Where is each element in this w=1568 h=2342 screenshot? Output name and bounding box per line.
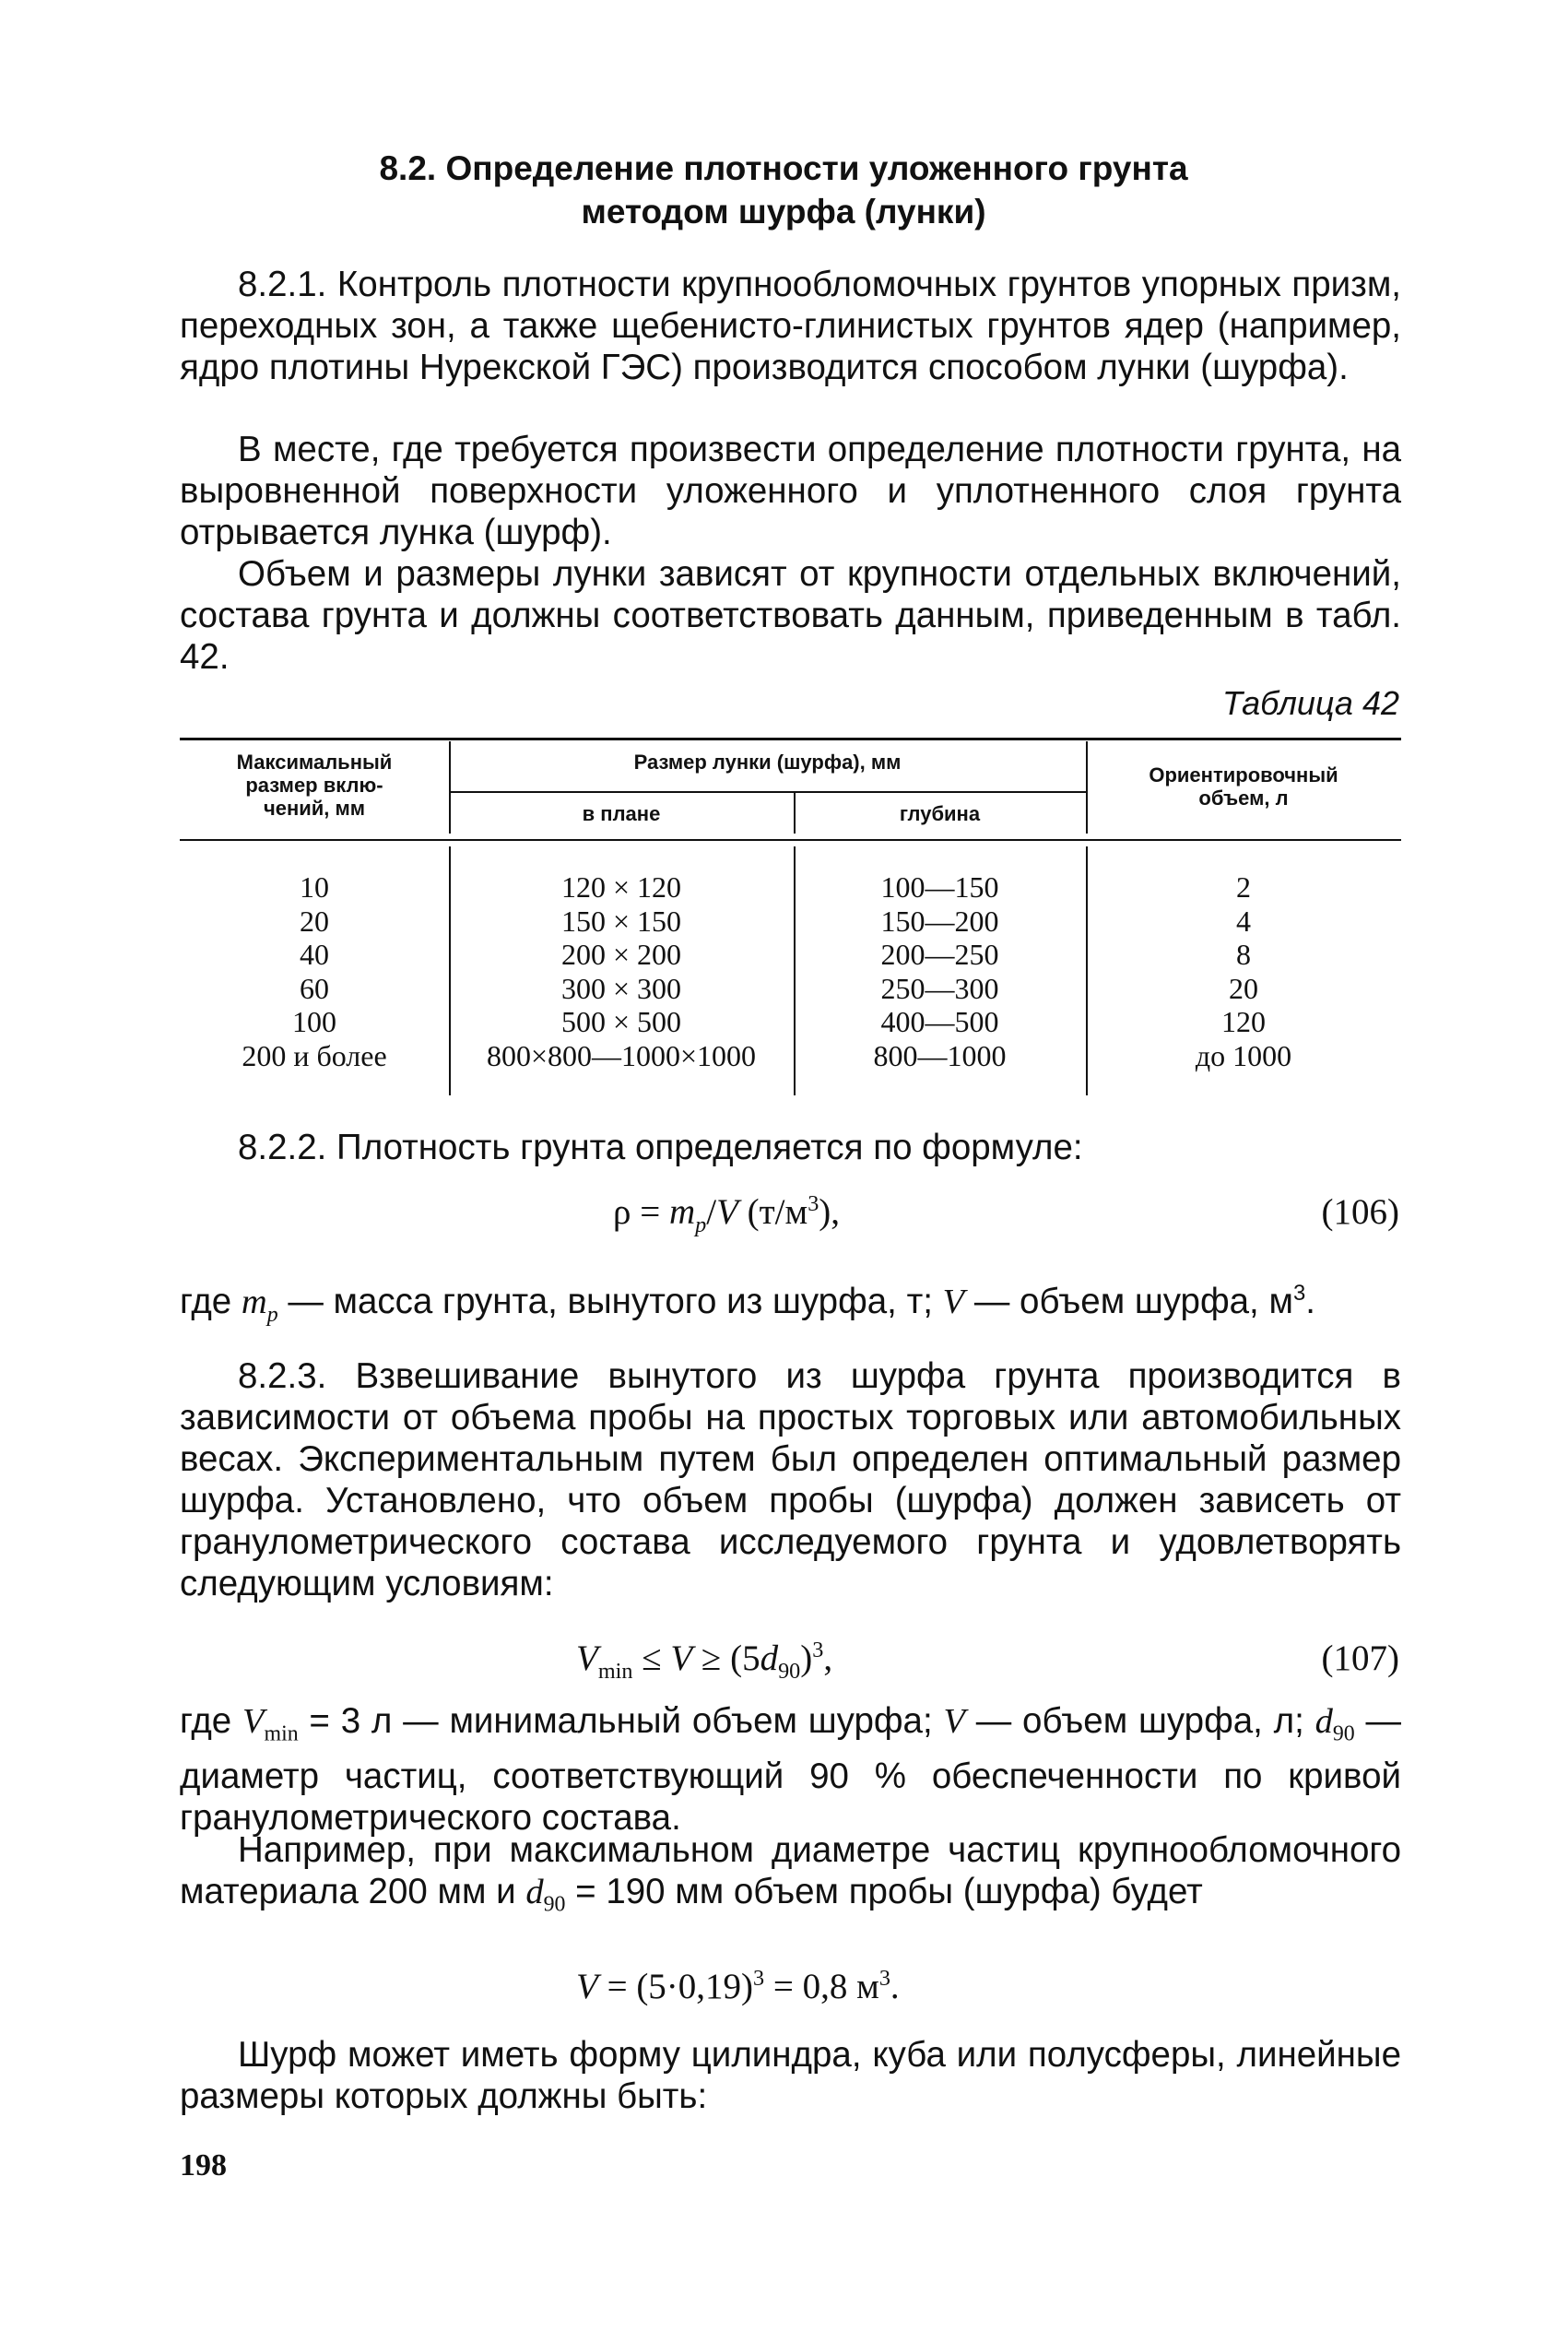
cell-volume: 2	[1236, 870, 1251, 904]
cell-volume: 20	[1229, 971, 1258, 1005]
paragraph-8-2-2	[180, 1127, 1401, 1168]
table-header-rule	[180, 839, 1401, 841]
cell-depth: 200—250	[880, 938, 999, 971]
cell-max: 100	[292, 1005, 336, 1038]
paragraph-pit-shape	[180, 2034, 1401, 2117]
formula-107: $V_{min} \le V \ge (5d_{90})^3$,	[576, 1638, 833, 1684]
column-plan	[449, 870, 794, 1072]
cell-plan: 300 × 300	[560, 971, 682, 1005]
cell-plan: 200 × 200	[560, 938, 682, 971]
cell-volume: 4	[1236, 904, 1251, 938]
paragraph-pit-volume-text: Объем и размеры лунки зависят от крупности отдельных включений, состава грунта и должны соответствовать данным, приведенным в табл. 42.	[180, 554, 1401, 677]
column-max-size	[180, 870, 449, 1072]
paragraph-example: Например, при максимальном диаметре частиц крупнообломочного материала 200 мм и $d_{90} = 190$ мм объем пробы (шурфа) будет	[180, 1830, 1401, 1917]
cell-max: 40	[300, 938, 329, 971]
equation-number-106: (106)	[1321, 1192, 1399, 1232]
formula-example: $V = (5\cdot 0,19)^3 = 0,8$ $м^3$.	[576, 1966, 900, 2006]
cell-plan: 800×800—1000×1000	[486, 1038, 757, 1072]
cell-plan: 120 × 120	[560, 870, 682, 904]
cell-volume: 120	[1221, 1005, 1266, 1038]
header-max-size-line-1: Максимальный	[236, 751, 393, 774]
paragraph-pit-location-text: В месте, где требуется произвести определение плотности грунта, на выровненной поверхности уложенного и уплотненного слоя грунта отрывается лунка (шурф).	[180, 430, 1401, 552]
formula-106: $\rho = m_p/V$ $(т/м^3)$,	[613, 1191, 841, 1237]
cell-max: 10	[300, 870, 329, 904]
table-top-rule	[180, 738, 1401, 740]
paragraph-8-2-1-text: 8.2.1. Контроль плотности крупнообломочных грунтов упорных призм, переходных зон, а также щебенисто-глинистых грунтов ядер (например, ядро плотины Нурекской ГЭС) производится способом лунки (шурфа).	[180, 265, 1401, 387]
cell-plan: 500 × 500	[560, 1005, 682, 1038]
header-max-size	[180, 751, 449, 820]
header-max-size-line-3: чений, мм	[263, 797, 366, 820]
cell-max: 20	[300, 904, 329, 938]
cell-depth: 150—200	[880, 904, 999, 938]
cell-plan: 150 × 150	[560, 904, 682, 938]
paragraph-8-2-3	[180, 1355, 1401, 1604]
header-volume-line-2: объем, л	[1198, 787, 1289, 810]
cell-max: 60	[300, 971, 329, 1005]
table-subheader-rule	[449, 791, 1086, 793]
column-volume	[1086, 870, 1401, 1072]
header-max-size-line-2: размер вклю-	[245, 774, 383, 797]
paragraph-where-107: где $V_{min} = 3$ л — минимальный объем шурфа; V — объем шурфа, л; $d_{90}$ — диаметр частиц, соответствующий 90 % обеспеченности по кривой гранулометрического состава.	[180, 1701, 1402, 1838]
page-number: 198	[180, 2148, 227, 2182]
header-depth: глубина	[899, 802, 981, 825]
equation-number-107: (107)	[1321, 1638, 1399, 1678]
header-volume-line-1: Ориентировочный	[1149, 763, 1338, 787]
table-42	[180, 738, 1401, 1097]
paragraph-where-106: где $m_p$ — масса грунта, вынутого из шурфа, т; V — объем шурфа, $м^3$.	[180, 1281, 1315, 1327]
table-caption: Таблица 42	[1221, 684, 1399, 722]
paragraph-pit-location	[180, 429, 1401, 553]
header-plan: в плане	[582, 802, 661, 825]
paragraph-8-2-2-text: 8.2.2. Плотность грунта определяется по формуле:	[238, 1128, 1083, 1167]
column-depth	[794, 870, 1086, 1072]
cell-depth: 100—150	[880, 870, 999, 904]
section-title-line-2: методом шурфа (лунки)	[581, 193, 986, 231]
cell-volume: до 1000	[1195, 1038, 1292, 1072]
header-pit-size: Размер лунки (шурфа), мм	[633, 751, 902, 774]
header-volume	[1086, 763, 1401, 810]
cell-depth: 250—300	[880, 971, 999, 1005]
paragraph-pit-shape-text: Шурф может иметь форму цилиндра, куба или полусферы, линейные размеры которых должны быть:	[180, 2035, 1401, 2116]
cell-depth: 800—1000	[873, 1038, 1007, 1072]
paragraph-8-2-1	[180, 264, 1401, 388]
cell-max: 200 и более	[242, 1038, 387, 1072]
paragraph-8-2-3-text: 8.2.3. Взвешивание вынутого из шурфа грунта производится в зависимости от объема пробы на простых торговых или автомобильных весах. Экспериментальным путем был определен оптимальный размер шурфа. Установлено, что объем пробы (шурфа) должен зависеть от гранулометрического состава исследуемого грунта и удовлетворять следующим условиям:	[180, 1356, 1401, 1603]
cell-volume: 8	[1236, 938, 1251, 971]
paragraph-pit-volume	[180, 553, 1401, 678]
cell-depth: 400—500	[880, 1005, 999, 1038]
section-title-line-1: 8.2. Определение плотности уложенного грунта	[379, 149, 1188, 187]
